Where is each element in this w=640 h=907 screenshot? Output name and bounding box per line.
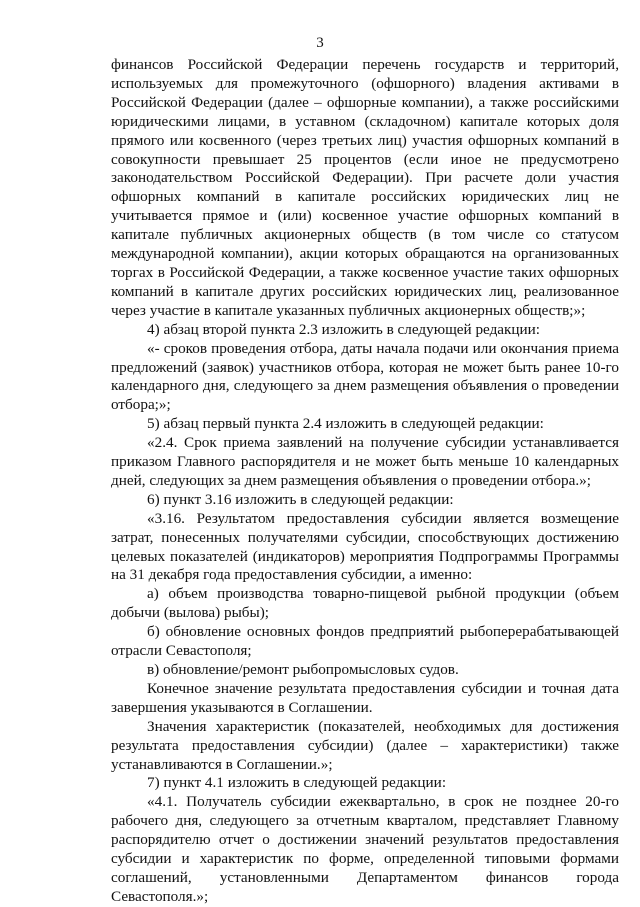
page-number: 3 [316, 35, 324, 51]
paragraph-sub-b: б) обновление основных фондов предприятий рыбоперерабатывающей отрасли Севастополя; [111, 623, 619, 660]
paragraph-item-4-text: «- сроков проведения отбора, даты начала подачи или окончания приема предложений (заявок) участников отбора, которая не может быть ранее 10-го календарного дня, следующего за днем размещения объявления о проведении отбора;»; [111, 339, 619, 414]
paragraph-item-6: 6) пункт 3.16 изложить в следующей редакции: [147, 490, 454, 508]
paragraph-offshore-definition: финансов Российской Федерации перечень государств и территорий, используемых для промежуточного (офшорного) владения активами в Российской Федерации (далее – офшорные компании), а также российскими юридическими лицами, в уставном (складочном) капитале которых доля прямого или косвенного (через третьих лиц) участия офшорных компаний в совокупности превышает 25 процентов (если иное не предусмотрено законодательством Российской Федерации). При расчете доли участия офшорных компаний в капитале российских юридических лиц не учитывается прямое и (или) косвенное участие офшорных компаний в капитале публичных акционерных обществ (в том числе со статусом международной компании), акции которых обращаются на организованных торгах в Российской Федерации, а также косвенное участие таких офшорных компаний в капитале других российских юридических лиц, реализованное через участие в капитале указанных публичных акционерных обществ;»; [111, 56, 619, 319]
document-body [111, 56, 619, 907]
paragraph-item-7-text: «4.1. Получатель субсидии ежеквартально, в срок не позднее 20-го рабочего дня, следующего за отчетным кварталом, представляет Главному распорядителю отчет о достижении значений результатов предоставления субсидии и характеристик по форме, определенной типовыми формами соглашений, установленными Департаментом финансов города Севастополя.»; [111, 793, 619, 905]
paragraph-item-4: 4) абзац второй пункта 2.3 изложить в следующей редакции: [147, 320, 541, 338]
paragraph-item-5-text: «2.4. Срок приема заявлений на получение субсидии устанавливается приказом Главного распорядителя и не может быть меньше 10 календарных дней, следующих за днем размещения объявления о проведении отбора.»; [111, 434, 619, 489]
paragraph-sub-a: а) объем производства товарно-пищевой рыбной продукции (объем добычи (вылова) рыбы); [111, 585, 619, 622]
paragraph-item-7: 7) пункт 4.1 изложить в следующей редакции: [147, 774, 447, 792]
paragraph-final-value: Конечное значение результата предоставления субсидии и точная дата завершения указываются в Соглашении. [111, 679, 619, 716]
paragraph-item-6-text: «3.16. Результатом предоставления субсидии является возмещение затрат, понесенных получателями субсидии, способствующих достижению целевых показателей (индикаторов) мероприятия Подпрограммы Программы на 31 декабря года предоставления субсидии, а именно: [111, 509, 619, 584]
paragraph-characteristics: Значения характеристик (показателей, необходимых для достижения результата предоставления субсидии) (далее – характеристики) также устанавливаются в Соглашении.»; [111, 717, 619, 773]
paragraph-sub-v: в) обновление/ремонт рыбопромысловых судов. [147, 661, 459, 678]
paragraph-item-5: 5) абзац первый пункта 2.4 изложить в следующей редакции: [147, 415, 544, 433]
